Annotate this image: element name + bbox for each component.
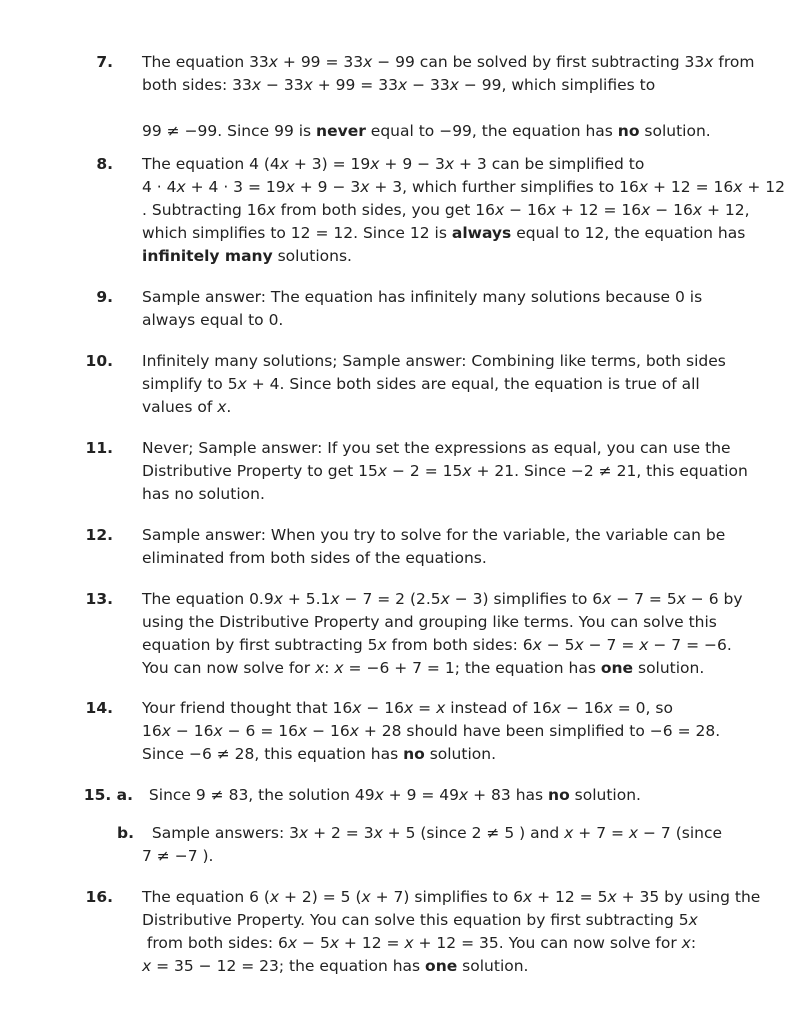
answer-text bbox=[142, 886, 761, 978]
answer-number: 8. bbox=[96, 155, 113, 173]
answer-text bbox=[142, 286, 742, 332]
answer-line: 7 ≠ −7 ). bbox=[142, 847, 214, 865]
answer-line: The equation 6 (x + 2) = 5 (x + 7) simplifies to 6x + 12 = 5x + 35 by using the bbox=[142, 888, 761, 906]
answer-line: Since 9 ≠ 83, the solution 49x + 9 = 49x + 83 has no solution. bbox=[144, 786, 641, 804]
answer-line: 99 ≠ −99. Since 99 is never equal to −99, the equation has no solution. bbox=[142, 122, 711, 140]
answer-line: The equation 0.9x + 5.1x − 7 = 2 (2.5x − 3) simplifies to 6x − 7 = 5x − 6 by bbox=[142, 590, 743, 608]
answer-line: always equal to 0. bbox=[142, 311, 284, 329]
answer-line: The equation 4 (4x + 3) = 19x + 9 − 3x + 3 can be simplified to bbox=[142, 155, 645, 173]
answer-line: 16x − 16x − 6 = 16x − 16x + 28 should have been simplified to −6 = 28. bbox=[142, 722, 721, 740]
answer-line: . Subtracting 16x from both sides, you get 16x − 16x + 12 = 16x − 16x + 12, bbox=[142, 201, 750, 219]
answer-number: 11. bbox=[85, 439, 113, 457]
answer-line bbox=[142, 97, 742, 120]
answer-line: from both sides: 6x − 5x + 12 = x + 12 = 35. You can now solve for x: bbox=[142, 934, 697, 952]
answer-number: 16. bbox=[85, 888, 113, 906]
answer-line: equation by first subtracting 5x from both sides: 6x − 5x − 7 = x − 7 = −6. bbox=[142, 636, 732, 654]
answer-text bbox=[142, 350, 742, 419]
answer-line: Sample answers: 3x + 2 = 3x + 5 (since 2 ≠ 5 ) and x + 7 = x − 7 (since bbox=[142, 824, 723, 842]
answer-line: 4 · 4x + 4 · 3 = 19x + 9 − 3x + 3, which further simplifies to 16x + 12 = 16x + 12 bbox=[142, 178, 785, 196]
answer-line: infinitely many solutions. bbox=[142, 247, 352, 265]
answer-line: x = 35 − 12 = 23; the equation has one solution. bbox=[142, 957, 529, 975]
answer-line: using the Distributive Property and grouping like terms. You can solve this bbox=[142, 613, 717, 631]
answer-text bbox=[142, 697, 742, 766]
answer-line: Sample answer: When you try to solve for the variable, the variable can be bbox=[142, 526, 726, 544]
answer-number: 12. bbox=[85, 526, 113, 544]
answer-number: b. bbox=[117, 824, 134, 842]
answer-line: Your friend thought that 16x − 16x = x instead of 16x − 16x = 0, so bbox=[142, 699, 673, 717]
answer-number: 9. bbox=[96, 288, 113, 306]
answer-line: Distributive Property to get 15x − 2 = 15x + 21. Since −2 ≠ 21, this equation bbox=[142, 462, 748, 480]
answer-line: The equation 33x + 99 = 33x − 99 can be solved by first subtracting 33x from bbox=[142, 53, 755, 71]
answer-line: has no solution. bbox=[142, 485, 265, 503]
answer-line: values of x. bbox=[142, 398, 232, 416]
answer-number: 7. bbox=[96, 53, 113, 71]
answer-line: which simplifies to 12 = 12. Since 12 is always equal to 12, the equation has bbox=[142, 224, 746, 242]
answer-text bbox=[142, 153, 785, 268]
answer-line: Since −6 ≠ 28, this equation has no solution. bbox=[142, 745, 496, 763]
answer-number: 15. a. bbox=[83, 786, 133, 804]
answer-text bbox=[142, 822, 742, 868]
answer-text bbox=[142, 588, 742, 680]
answer-text bbox=[142, 524, 742, 570]
answer-line: Infinitely many solutions; Sample answer: Combining like terms, both sides bbox=[142, 352, 726, 370]
answer-text bbox=[144, 784, 744, 807]
answer-text bbox=[142, 437, 748, 506]
answer-line: eliminated from both sides of the equations. bbox=[142, 549, 487, 567]
answer-number: 10. bbox=[85, 352, 113, 370]
answer-line: simplify to 5x + 4. Since both sides are equal, the equation is true of all bbox=[142, 375, 700, 393]
answer-line: Never; Sample answer: If you set the expressions as equal, you can use the bbox=[142, 439, 731, 457]
answer-text bbox=[142, 51, 755, 143]
answer-line: Sample answer: The equation has infinitely many solutions because 0 is bbox=[142, 288, 703, 306]
answer-number: 13. bbox=[85, 590, 113, 608]
answer-line: both sides: 33x − 33x + 99 = 33x − 33x − 99, which simplifies to bbox=[142, 76, 656, 94]
answer-number: 14. bbox=[85, 699, 113, 717]
answer-line: Distributive Property. You can solve this equation by first subtracting 5x bbox=[142, 911, 698, 929]
answer-line: You can now solve for x: x = −6 + 7 = 1; the equation has one solution. bbox=[142, 659, 705, 677]
